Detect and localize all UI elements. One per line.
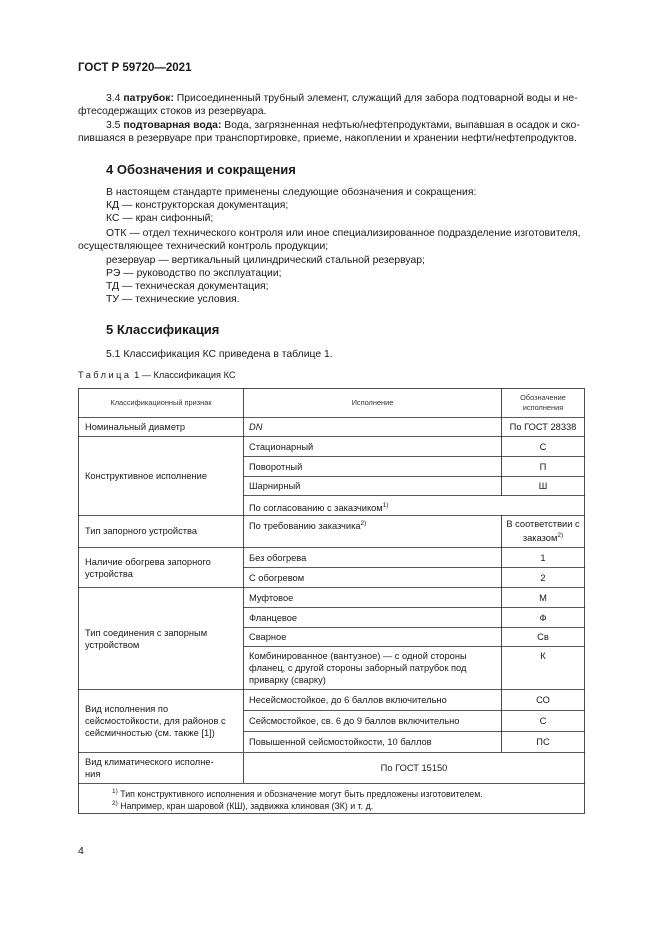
abbr-td: ТД — техническая документация; — [106, 281, 269, 292]
table-row-7-exec: По ГОСТ 15150 — [380, 763, 448, 773]
table-row-3-exec: По требованию заказчика$^{2)}$ — [249, 520, 367, 531]
table-row-5-exec-2: Фланцевое — [249, 613, 298, 623]
table-row-4-exec-2: С обогревом — [249, 573, 305, 583]
paragraph-5-1: 5.1 Классификация КС приведена в таблице 1. — [106, 349, 333, 360]
table-row-2-code-3: Ш — [538, 481, 548, 491]
table-row-6-code-1: СО — [536, 695, 550, 705]
table-row-3-code: В соответствии с заказом$^{2)}$ — [506, 519, 580, 543]
table-row-6-feature: Вид исполнения по сейсмостойкости, для районов с сейсмичностью (см. также [1]) — [85, 704, 226, 738]
table-row-1-feature: Номинальный диаметр — [85, 422, 186, 432]
table-footnote-2: $^{2)}$ Например, кран шаровой (КШ), задвижка клиновая (ЗК) и т. д. — [112, 800, 374, 811]
table-row-2-exec-1: Стационарный — [249, 442, 314, 452]
table-row-2-feature: Конструктивное исполнение — [85, 471, 208, 481]
section-5-title: 5 Классификация — [106, 322, 220, 337]
col-header-exec: Исполнение — [351, 398, 394, 407]
table-row-5-code-4: К — [540, 651, 546, 661]
table-footnote-1: $^{1)}$ Тип конструктивного исполнения и обозначение могут быть предложены изготовителем. — [112, 788, 483, 799]
document-header: ГОСТ Р 59720—2021 — [78, 62, 192, 74]
abbr-otk: ОТК — отдел технического контроля или иное специализированное подразделение изготовителя, — [106, 228, 581, 239]
table-row-6-exec-2: Сейсмостойкое, св. 6 до 9 баллов включительно — [249, 716, 460, 726]
abbr-re: РЭ — руководство по эксплуатации; — [106, 268, 282, 279]
abbr-tu: ТУ — технические условия. — [106, 294, 240, 305]
abbr-kd: КД — конструкторская документация; — [106, 200, 289, 211]
table-row-1-code: По ГОСТ 28338 — [509, 422, 577, 432]
table-row-5-code-2: Ф — [539, 613, 547, 623]
table-caption: Таблица 1 — Классификация КС — [78, 370, 236, 380]
table-row-2-code-1: С — [539, 442, 547, 452]
table-row-6-code-3: ПС — [536, 737, 550, 747]
section-4-intro: В настоящем стандарте применены следующие обозначения и сокращения: — [106, 187, 477, 198]
table-row-4-code-2: 2 — [540, 573, 546, 583]
table-row-5-code-1: М — [539, 593, 547, 603]
term-3-5-cont: пившаяся в резервуаре при транспортировке, приеме, накоплении и хранении нефти/нефтепродуктов. — [78, 133, 577, 144]
table-row-2-code-2: П — [539, 462, 547, 472]
page-number: 4 — [78, 845, 84, 857]
abbr-ks: КС — кран сифонный; — [106, 213, 214, 224]
table-row-1-exec: DN — [249, 422, 263, 432]
table-row-6-exec-1: Несейсмостойкое, до 6 баллов включительно — [249, 695, 447, 705]
table-row-2-exec-4: По согласованию с заказчиком$^{1)}$ — [249, 502, 389, 513]
table-row-5-exec-4: Комбинированное (вантузное) — с одной стороны фланец, с другой стороны заборный патрубок под приварку (сварку) — [249, 651, 467, 685]
table-row-5-exec-1: Муфтовое — [249, 593, 294, 603]
col-header-feature: Классификационный признак — [110, 398, 212, 407]
table-row-4-exec-1: Без обогрева — [249, 553, 307, 563]
abbr-otk-cont: осуществляющее технический контроль продукции; — [78, 241, 329, 252]
term-3-5: 3.5 подтоварная вода: Вода, загрязненная нефтью/нефтепродуктами, выпавшая в осадок и ско- — [106, 120, 580, 131]
table-row-4-code-1: 1 — [540, 553, 546, 563]
term-3-5-name: подтоварная вода: — [123, 120, 222, 131]
table-row-5-feature: Тип соединения с запорным устройством — [85, 628, 208, 650]
table-row-2-exec-2: Поворотный — [249, 462, 303, 472]
term-3-4-name: патрубок: — [123, 93, 174, 104]
section-4-title: 4 Обозначения и сокращения — [106, 162, 296, 177]
table-row-5-code-3: Св — [537, 632, 549, 642]
table-row-6-code-2: С — [539, 716, 547, 726]
term-3-4-cont: фтесодержащих стоков из резервуара. — [78, 106, 267, 117]
table-row-5-exec-3: Сварное — [249, 632, 287, 642]
abbr-rvs: резервуар — вертикальный цилиндрический стальной резервуар; — [106, 255, 425, 266]
table-row-6-exec-3: Повышенной сейсмостойкости, 10 баллов — [249, 737, 432, 747]
table-row-3-feature: Тип запорного устройства — [85, 526, 198, 536]
table-row-7-feature: Вид климатического исполне- ния — [85, 757, 214, 779]
table-row-2-exec-3: Шарнирный — [249, 481, 301, 491]
table-row-4-feature: Наличие обогрева запорного устройства — [85, 557, 211, 579]
col-header-code: Обозначение исполнения — [520, 393, 566, 412]
term-3-4: 3.4 патрубок: Присоединенный трубный элемент, служащий для забора подтоварной воды и не- — [106, 93, 578, 104]
